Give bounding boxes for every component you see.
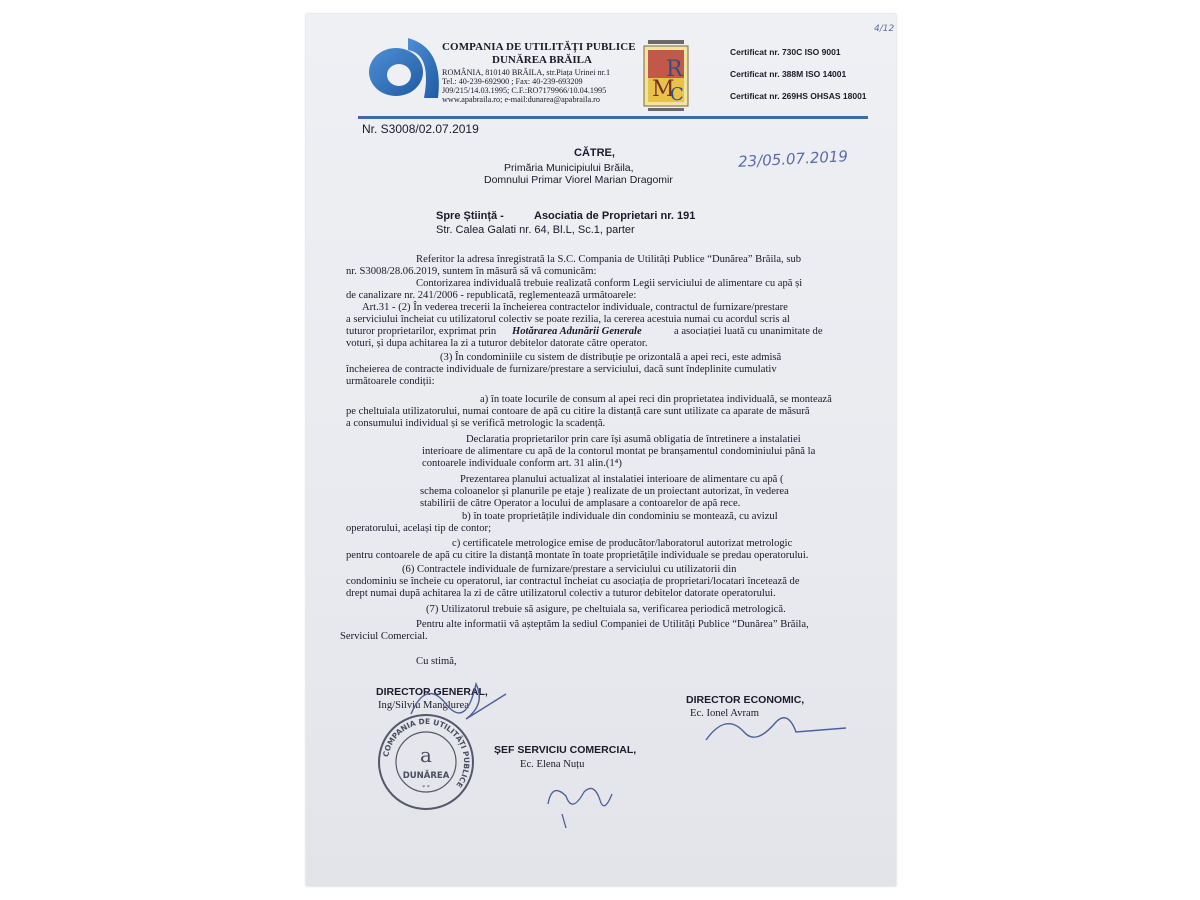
svg-text:R: R xyxy=(666,57,683,82)
body-line: voturi, și dupa achitarea la zi a tuturor debitelor datorate către operator. xyxy=(346,338,648,349)
body-line: stabilirii de către Operator a locului de amplasare a contoarelor de apă rece. xyxy=(420,498,741,509)
header-divider xyxy=(358,116,868,119)
body-line: Prezentarea planului actualizat al instalatiei interioare de alimentare cu apă ( xyxy=(460,474,784,485)
sef-serviciu-signature xyxy=(542,774,622,829)
director-general-title: DIRECTOR GENERAL, xyxy=(376,686,488,698)
body-line: c) certificatele metrologice emise de producător/laboratorul autorizat metrologic xyxy=(452,538,793,549)
svg-text:COMPANIA DE UTILITĂȚI PUBLICE: COMPANIA DE UTILITĂȚI PUBLICE xyxy=(381,716,472,790)
director-economic-title: DIRECTOR ECONOMIC, xyxy=(686,694,805,706)
body-line: a) în toate locurile de consum al apei reci din proprietatea individuală, se montează xyxy=(480,394,832,405)
body-line: încheierea de contracte individuale de furnizare/prestare a serviciului, dacă sunt îndeplinite cumulativ xyxy=(346,364,777,375)
emphasis-term: Hotărarea Adunării Generale xyxy=(512,326,642,337)
body-line: de canalizare nr. 241/2006 - republicată, reglementează următoarele: xyxy=(346,290,637,301)
page-mark: 4/12 xyxy=(874,24,895,34)
body-line: tuturor proprietarilor, exprimat prin xyxy=(346,326,497,337)
company-web: www.apabraila.ro; e-mail:dunarea@apabraila.ro xyxy=(442,95,600,104)
body-line: a consumului individual și se verifică metrologic la scadență. xyxy=(346,418,606,429)
body-line: condominiu se încheie cu operatorul, iar contractul încheiat cu asociația de proprietari/locatari încetează de xyxy=(346,576,800,587)
sef-serviciu-title: ȘEF SERVICIU COMERCIAL, xyxy=(494,744,637,756)
body-line: schema coloanelor și planurile pe etaje ) realizate de un proiectant autorizat, în vederea xyxy=(420,486,789,497)
to-heading: CĂTRE, xyxy=(574,147,615,159)
body-line: operatorului, același tip de contor; xyxy=(346,523,492,534)
body-line: contoarele individuale conform art. 31 alin.(1⁴) xyxy=(422,458,622,469)
svg-text:DUNĂREA: DUNĂREA xyxy=(402,771,450,781)
cc-organization: Asociatia de Proprietari nr. 191 xyxy=(534,210,696,222)
body-line: Contorizarea individuală trebuie realizată conform Legii serviciului de alimentare cu apă și xyxy=(416,278,803,289)
handwritten-date: 23/05.07.2019 xyxy=(737,147,849,171)
to-line1: Primăria Municipiului Brăila, xyxy=(504,162,634,174)
company-name-line2: DUNĂREA BRĂILA xyxy=(492,54,592,66)
body-line: (3) În condominiile cu sistem de distribuție pe orizontală a apei reci, este admisă xyxy=(440,352,782,363)
sef-serviciu-name: Ec. Elena Nuțu xyxy=(520,759,585,770)
director-economic-name: Ec. Ionel Avram xyxy=(690,708,759,719)
company-phone: Tel.: 40-239-692900 ; Fax: 40-239-693209 xyxy=(442,77,583,86)
body-line: Declaratia proprietarilor prin care își asumă obligatia de întretinere a instalatiei xyxy=(466,434,801,445)
body-line: pe cheltuiala utilizatorului, numai contoare de apă cu citire la distanță care sunt utilizate ca aparate de măsură xyxy=(346,406,810,417)
company-stamp xyxy=(376,712,476,812)
body-line: Referitor la adresa înregistrată la S.C. Compania de Utilități Publice “Dunărea” Brăila, sub xyxy=(416,254,802,265)
svg-text:M: M xyxy=(652,77,675,102)
body-line: (7) Utilizatorul trebuie să asigure, pe cheltuiala sa, verificarea periodică metrologică. xyxy=(426,604,786,615)
svg-text:C: C xyxy=(670,84,684,105)
to-line2: Domnului Primar Viorel Marian Dragomir xyxy=(484,174,673,186)
company-address: ROMÂNIA, 810140 BRĂILA, str.Piața Urinei nr.1 xyxy=(442,68,611,77)
body-line: Art.31 - (2) În vederea trecerii la încheierea contractelor individuale, contractul de furnizare/prestare xyxy=(362,302,788,313)
body-line: următoarele condiții: xyxy=(346,376,435,387)
body-line: drept numai după achitarea la zi de către utilizatorul colectiv a tuturor debitelor datorate operatorului. xyxy=(346,588,776,599)
body-line: b) în toate proprietățile individuale din condominiu se montează, cu avizul xyxy=(462,511,778,522)
body-line: Pentru alte informatii vă așteptăm la sediul Companiei de Utilități Publice “Dunărea” Brăila, xyxy=(416,619,809,630)
svg-text:* *: * * xyxy=(422,785,430,791)
cc-label: Spre Știință - xyxy=(436,210,504,222)
body-line: (6) Contractele individuale de furnizare/prestare a serviciului cu utilizatorii din xyxy=(402,564,737,575)
document-page xyxy=(306,14,896,886)
body-line: a serviciului încheiat cu utilizatorul colectiv se poate rezilia, la cererea acestuia numai cu acordul scris al xyxy=(346,314,790,325)
body-line: interioare de alimentare cu apă de la contorul montat pe branșamentul condominiului până la xyxy=(422,446,816,457)
certification-logo xyxy=(630,36,702,116)
document-reference: Nr. S3008/02.07.2019 xyxy=(362,122,479,136)
body-line: pentru contoarele de apă cu citire la distanță montate în toate proprietățile individuale se predau operatorului. xyxy=(346,550,809,561)
company-name-line1: COMPANIA DE UTILITĂȚI PUBLICE xyxy=(442,41,636,53)
svg-text:a: a xyxy=(420,743,432,767)
body-line: nr. S3008/28.06.2019, suntem în măsură să vă comunicăm: xyxy=(346,266,597,277)
director-general-name: Ing/Silviu Manglurea xyxy=(378,700,469,711)
body-line: a asociației luată cu unanimitate de xyxy=(674,326,823,337)
certificate-ohsas-18001: Certificat nr. 269HS OHSAS 18001 xyxy=(730,91,867,101)
cc-address: Str. Calea Galati nr. 64, Bl.L, Sc.1, parter xyxy=(436,224,635,236)
company-logo xyxy=(362,28,440,106)
certificate-iso-9001: Certificat nr. 730C ISO 9001 xyxy=(730,47,841,57)
closing: Cu stimă, xyxy=(416,656,457,667)
company-registration: J09/215/14.03.1995; C.F.:RO7179966/10.04.1995 xyxy=(442,86,607,95)
director-economic-signature xyxy=(696,702,856,752)
certificate-iso-14001: Certificat nr. 388M ISO 14001 xyxy=(730,69,847,79)
body-line: Serviciul Comercial. xyxy=(340,631,428,642)
